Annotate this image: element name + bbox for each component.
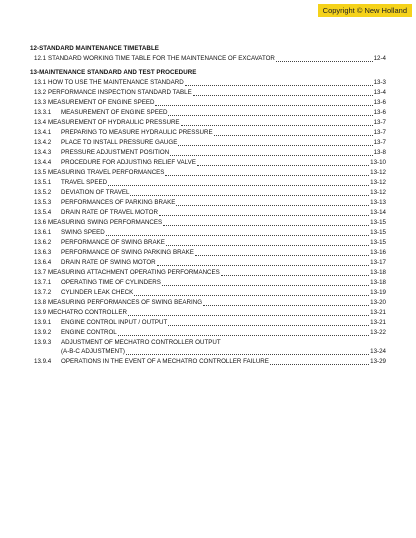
toc-dot-leader (165, 175, 369, 176)
toc-entry[interactable] (30, 178, 386, 188)
toc-entry-number: 13.5.2 (34, 189, 52, 196)
toc-entry-page: 13-24 (370, 348, 386, 355)
toc-entry-page: 13-17 (370, 259, 386, 266)
toc-entry-page: 13-10 (370, 159, 386, 166)
toc-dot-leader (118, 335, 369, 336)
toc-entry-title: MEASUREMENT OF ENGINE SPEED (61, 109, 168, 116)
toc-entry-number: 13.5.3 (34, 199, 52, 206)
toc-entry[interactable] (30, 138, 386, 148)
toc-entry-page: 13-29 (370, 358, 386, 365)
toc-entry[interactable] (30, 78, 386, 88)
toc-entry-page: 13-8 (373, 149, 386, 156)
toc-entry-number: 13.5 (34, 169, 47, 176)
toc-entry-page: 13-19 (370, 289, 386, 296)
toc-entry-number: 13.9.2 (34, 329, 52, 336)
toc-entry-number: 13.6.1 (34, 229, 52, 236)
toc-entry[interactable] (30, 98, 386, 108)
toc-entry[interactable] (30, 188, 386, 198)
toc-entry[interactable] (30, 248, 386, 258)
toc-entry-page: 13-4 (373, 89, 386, 96)
toc-entry[interactable] (30, 128, 386, 138)
toc-entry-page: 12-4 (373, 55, 386, 62)
toc-dot-leader (155, 105, 372, 106)
toc-entry-title: DEVIATION OF TRAVEL (61, 189, 130, 196)
toc-dot-leader (178, 145, 372, 146)
toc-entry-page: 13-15 (370, 229, 386, 236)
toc-entry-number: 13.4.4 (34, 159, 52, 166)
toc-entry-number: 13.4.2 (34, 139, 52, 146)
toc-entry-page: 13-7 (373, 129, 386, 136)
toc-entry-number: 12.1 (34, 55, 47, 62)
toc-entry-title: MEASURING TRAVEL PERFORMANCES (48, 169, 165, 176)
toc-entry-title: PERFORMANCE INSPECTION STANDARD TABLE (48, 89, 192, 96)
toc-entry-number: 13.6.3 (34, 249, 52, 256)
toc-entry-title: PERFORMANCE OF SWING PARKING BRAKE (61, 249, 194, 256)
toc-entry-number: 13.7 (34, 269, 47, 276)
toc-dot-leader (203, 305, 369, 306)
toc-dot-leader (276, 61, 373, 62)
toc-entry-number: 13.3.1 (34, 109, 52, 116)
toc-entry-title: CYLINDER LEAK CHECK (61, 289, 134, 296)
toc-entry-title: MEASUREMENT OF ENGINE SPEED (48, 99, 155, 106)
toc-dot-leader (157, 265, 370, 266)
toc-entry[interactable] (30, 357, 386, 367)
toc-dot-leader (221, 275, 369, 276)
toc-entry-page: 13-14 (370, 209, 386, 216)
toc-entry-title: DRAIN RATE OF SWING MOTOR (61, 259, 156, 266)
toc-entry-title: MECHATRO CONTROLLER (48, 309, 127, 316)
toc-entry[interactable] (30, 54, 386, 64)
toc-entry-number: 13.1 (34, 79, 47, 86)
toc-entry-title: OPERATING TIME OF CYLINDERS (61, 279, 161, 286)
toc-entry-title: PROCEDURE FOR ADJUSTING RELIEF VALVE (61, 159, 196, 166)
toc-dot-leader (106, 235, 370, 236)
toc-entry-number: 13.4.3 (34, 149, 52, 156)
toc-entry[interactable] (30, 208, 386, 218)
toc-entry[interactable] (30, 108, 386, 118)
toc-entry[interactable] (30, 268, 386, 278)
toc-entry-number: 13.3 (34, 99, 47, 106)
toc-dot-leader (270, 364, 369, 365)
toc-dot-leader (108, 185, 369, 186)
toc-entry-page: 13-3 (373, 79, 386, 86)
toc-entry-page: 13-7 (373, 139, 386, 146)
toc-entry-page: 13-22 (370, 329, 386, 336)
toc-entry-page: 13-15 (370, 219, 386, 226)
toc-entry-title: MEASURING SWING PERFORMANCES (48, 219, 163, 226)
toc-entry-title: OPERATIONS IN THE EVENT OF A MECHATRO CONTROLLER FAILURE (61, 358, 269, 365)
toc-entry-page: 13-12 (370, 169, 386, 176)
toc-entry-title: TRAVEL SPEED (61, 179, 108, 186)
toc-entry-number: 13.4.1 (34, 129, 52, 136)
toc-entry-page: 13-12 (370, 189, 386, 196)
toc-entry-number: 13.5.1 (34, 179, 52, 186)
toc-entry[interactable] (30, 198, 386, 208)
toc-entry-page: 13-6 (373, 109, 386, 116)
toc-entry[interactable] (30, 288, 386, 298)
toc-entry[interactable] (30, 298, 386, 308)
toc-entry[interactable] (30, 238, 386, 248)
toc-entry-title: PERFORMANCES OF PARKING BRAKE (61, 199, 176, 206)
toc-entry[interactable] (30, 168, 386, 178)
toc-entry-title: PRESSURE ADJUSTMENT POSITION (61, 149, 170, 156)
toc-entry[interactable] (30, 308, 386, 318)
toc-dot-leader (163, 225, 369, 226)
toc-entry[interactable] (30, 228, 386, 238)
toc-entry-page: 13-12 (370, 179, 386, 186)
toc-entry-title: DRAIN RATE OF TRAVEL MOTOR (61, 209, 158, 216)
toc-entry-page: 13-13 (370, 199, 386, 206)
toc-entry-title: SWING SPEED (61, 229, 105, 236)
toc-entry[interactable] (30, 278, 386, 288)
toc-entry-number: 13.6.4 (34, 259, 52, 266)
toc-entry[interactable] (30, 118, 386, 128)
toc-entry-title-continued: (A-B-C ADJUSTMENT) (61, 348, 125, 355)
toc-dot-leader (181, 125, 373, 126)
toc-dot-leader (168, 325, 369, 326)
toc-dot-leader (195, 255, 369, 256)
section-title: 13-MAINTENANCE STANDARD AND TEST PROCEDURE (30, 69, 197, 76)
toc-entry-page: 13-18 (370, 269, 386, 276)
toc-entry-page: 13-20 (370, 299, 386, 306)
toc-dot-leader (176, 205, 369, 206)
toc-entry-page: 13-21 (370, 319, 386, 326)
toc-entry-page: 13-7 (373, 119, 386, 126)
section-title: 12-STANDARD MAINTENANCE TIMETABLE (30, 45, 159, 52)
toc-entry-number: 13.7.1 (34, 279, 52, 286)
toc-entry-number: 13.4 (34, 119, 47, 126)
toc-entry-page: 13-18 (370, 279, 386, 286)
toc-entry[interactable] (30, 258, 386, 268)
toc-entry[interactable] (30, 338, 386, 357)
toc-entry-title: PLACE TO INSTALL PRESSURE GAUGE (61, 139, 178, 146)
toc-dot-leader (166, 245, 369, 246)
toc-dot-leader (128, 315, 369, 316)
table-of-contents (30, 44, 386, 367)
toc-entry[interactable] (30, 148, 386, 158)
toc-dot-leader (162, 285, 369, 286)
toc-entry-title: ENGINE CONTROL (61, 329, 117, 336)
toc-dot-leader (214, 135, 373, 136)
toc-entry[interactable] (30, 158, 386, 168)
toc-entry-title: MEASURING ATTACHMENT OPERATING PERFORMANCES (48, 269, 220, 276)
toc-entry-number: 13.9.4 (34, 358, 52, 365)
toc-entry[interactable] (30, 318, 386, 328)
toc-entry-page: 13-21 (370, 309, 386, 316)
toc-entry[interactable] (30, 328, 386, 338)
toc-entry-title: MEASURING PERFORMANCES OF SWING BEARING (48, 299, 203, 306)
toc-entry-page: 13-15 (370, 239, 386, 246)
toc-entry-number: 13.9.1 (34, 319, 52, 326)
toc-entry-title: STANDARD WORKING TIME TABLE FOR THE MAINTENANCE OF EXCAVATOR (48, 55, 275, 62)
toc-dot-leader (126, 354, 369, 355)
toc-dot-leader (193, 95, 373, 96)
toc-dot-leader (130, 195, 369, 196)
toc-entry-number: 13.2 (34, 89, 47, 96)
toc-entry-number: 13.9.3 (34, 339, 52, 346)
toc-dot-leader (185, 85, 373, 86)
toc-entry-title: HOW TO USE THE MAINTENANCE STANDARD (48, 79, 184, 86)
toc-dot-leader (134, 295, 369, 296)
toc-dot-leader (168, 115, 372, 116)
toc-entry[interactable] (30, 218, 386, 228)
toc-entry-number: 13.6.2 (34, 239, 52, 246)
copyright-badge: Copyright © New Holland (318, 4, 412, 17)
toc-dot-leader (197, 165, 369, 166)
toc-entry-title: PREPARING TO MEASURE HYDRAULIC PRESSURE (61, 129, 213, 136)
toc-entry-title: ENGINE CONTROL INPUT / OUTPUT (61, 319, 168, 326)
toc-entry-number: 13.7.2 (34, 289, 52, 296)
toc-entry-page: 13-6 (373, 99, 386, 106)
toc-entry-title: MEASUREMENT OF HYDRAULIC PRESSURE (48, 119, 180, 126)
toc-dot-leader (170, 155, 372, 156)
toc-entry-title: ADJUSTMENT OF MECHATRO CONTROLLER OUTPUT (61, 339, 221, 346)
toc-dot-leader (159, 215, 369, 216)
toc-entry[interactable] (30, 88, 386, 98)
toc-entry-page: 13-16 (370, 249, 386, 256)
toc-entry-number: 13.8 (34, 299, 47, 306)
toc-entry-number: 13.9 (34, 309, 47, 316)
toc-entry-number: 13.5.4 (34, 209, 52, 216)
toc-entry-title: PERFORMANCE OF SWING BRAKE (61, 239, 165, 246)
toc-entry-number: 13.6 (34, 219, 47, 226)
